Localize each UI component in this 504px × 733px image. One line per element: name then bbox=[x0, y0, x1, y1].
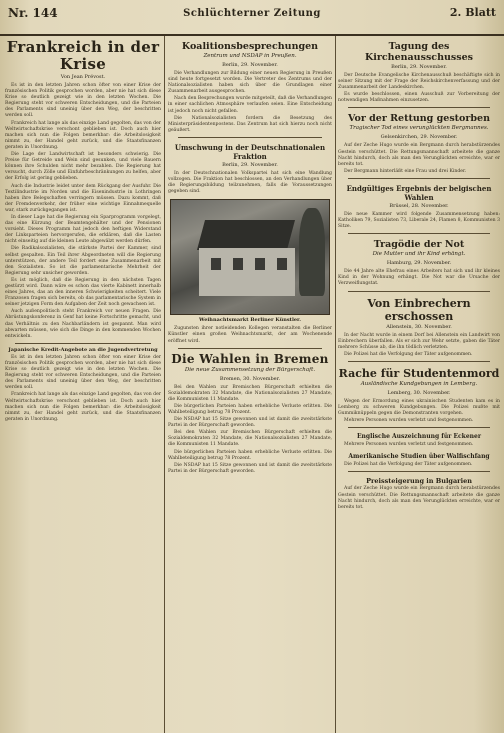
article-dateline: Allenstein, 30. November. bbox=[386, 323, 452, 330]
article-paragraph: In der Nacht wurde in einem Dorf bei Allenstein ein Landwirt von Einbrechern überfallen. Als er sich zur Wehr setzte, gaben die Täter mehrere Schüsse ab, die ihn tödlich verletzten. bbox=[338, 332, 500, 350]
article-paragraph: In dieser Lage hat die Regierung ein Sparprogramm vorgelegt, das eine Kürzung der Beamtengehälter und der Pensionen vorsieht. Dieses Programm hat jedoch den heftigen Widerstand der Linksparteien hervorgerufen, die erklären, daß die Lasten nicht einseitig auf die kleinen Leute abgewälzt werden dürfen. bbox=[5, 214, 161, 245]
article-dateline: Berlin, 29. November. bbox=[222, 62, 278, 68]
divider bbox=[348, 107, 490, 108]
article-paragraph: Die Radikalsozialisten, die stärkste Partei der Kammer, sind selbst gespalten. Ein Teil ihrer Abgeordneten will die Regierung unterstützen, der andere Teil fordert eine Zusammenarbeit mit den Sozialisten. So ist die parlamentarische Mehrheit der Regierung sehr unsicher geworden. bbox=[5, 246, 161, 276]
column-middle bbox=[168, 36, 332, 733]
article-paragraph: Zugunsten ihrer notleidenden Kollegen veranstalten die Berliner Künstler einen großen Weihnachtsmarkt, der am Wochenende eröffnet wird. bbox=[168, 326, 332, 344]
article-paragraph: Auch außenpolitisch steht Frankreich vor neuen Fragen. Die Abrüstungskonferenz in Genf hat keine Fortschritte gemacht, und das Verhältnis zu den Nachbarländern ist gespannt. Man wird abwarten müssen, wie sich die Dinge in den kommenden Wochen entwickeln. bbox=[5, 309, 161, 339]
article-headline: Umschwung in der Deutschnationalen Fraktion bbox=[174, 142, 326, 161]
divider bbox=[348, 178, 490, 179]
article-paragraph: Die Verhandlungen zur Bildung einer neuen Regierung in Preußen sind heute fortgesetzt worden. Die Vertreter des Zentrums und der Nationalsozialisten haben sich über die Grundlagen einer Zusammenarbeit ausgesprochen. bbox=[168, 71, 332, 95]
article-headline: Frankreich in der Krise bbox=[6, 38, 160, 73]
article-paragraph: Die NSDAP hat 15 Sitze gewonnen und ist damit die zweitstärkste Partei in der Bürgerschaft geworden. bbox=[168, 417, 332, 429]
article-paragraph: Die neue Kammer wird folgende Zusammensetzung haben: Katholiken 79, Sozialisten 73, Liberale 24, Flamen 8, Kommunisten 3 Sitze. bbox=[338, 211, 500, 230]
photo-window bbox=[233, 258, 243, 270]
divider bbox=[348, 291, 490, 292]
article-paragraph: In der Deutschnationalen Volkspartei hat sich eine Wandlung vollzogen. Die Fraktion hat beschlossen, an den Verhandlungen über die Regierungsbildung teilzunehmen, falls die Voraussetzungen gegeben sind. bbox=[168, 170, 332, 195]
photo-window bbox=[211, 258, 221, 270]
article-paragraph: Die Lage der Landwirtschaft ist besonders schwierig. Die Preise für Getreide und Wein sind gesunken, und viele Bauern können ihre Schulden nicht mehr bezahlen. Die Regierung hat versucht, durch Zölle und Einfuhrbeschränkungen zu helfen, aber der Erfolg ist gering geblieben. bbox=[5, 152, 161, 182]
issue-number: Nr. 144 bbox=[8, 6, 58, 20]
article-dateline: Hamburg, 29. November. bbox=[386, 260, 452, 267]
article-paragraph: Nach den Besprechungen wurde mitgeteilt, daß die Verhandlungen in einer sachlichen Atmosphäre verlaufen seien. Eine Entscheidung ist jedoch noch nicht gefallen. bbox=[168, 96, 332, 114]
photo-building bbox=[199, 248, 295, 296]
article-dateline: Brüssel, 28. November. bbox=[389, 202, 449, 209]
photo-caption: Weihnachtsmarkt Berliner Künstler. bbox=[199, 317, 301, 324]
divider bbox=[348, 471, 490, 472]
divider bbox=[15, 343, 151, 344]
sheet-number: 2. Blatt bbox=[449, 6, 496, 19]
article-paragraph: Mehrere Personen wurden verletzt und festgenommen. bbox=[344, 442, 474, 448]
divider bbox=[348, 427, 490, 428]
article-headline: Rache für Studentenmord bbox=[338, 366, 500, 380]
paper-title: Schlüchterner Zeitung bbox=[183, 8, 321, 19]
column-right bbox=[338, 36, 500, 733]
article-paragraph: Die Polizei hat die Verfolgung der Täter aufgenommen. bbox=[344, 462, 473, 468]
article-dateline: Gelsenkirchen, 29. November. bbox=[380, 134, 458, 141]
column-left bbox=[5, 36, 161, 733]
article-subheadline: Tragischer Tod eines verunglückten Bergmannes. bbox=[349, 125, 489, 132]
article-paragraph: Mehrere Personen wurden verletzt und festgenommen. bbox=[344, 418, 474, 424]
photo-roof bbox=[197, 220, 295, 250]
article-dateline: Berlin, 29. November. bbox=[222, 161, 278, 168]
article-headline: Koalitionsbesprechungen bbox=[181, 41, 319, 52]
article-headline: Vor der Rettung gestorben bbox=[348, 113, 490, 125]
article-paragraph: Wegen der Ermordung eines ukrainischen Studenten kam es in Lemberg zu schweren Kundgebungen. Die Polizei mußte mit Gummiknüppeln gegen die Demonstranten vorgehen. bbox=[338, 398, 500, 417]
article-paragraph: Es ist in den letzten Jahren schon öfter von einer Krise der französischen Politik gesprochen worden, aber nie hat sich diese Krise so deutlich gezeigt wie in den letzten Wochen. Die Regierung steht vor schweren Entscheidungen, und die Parteien des Parlaments sind uneinig über den Weg, der beschritten werden soll. bbox=[5, 354, 161, 391]
article-paragraph: Auch die Industrie leidet unter dem Rückgang der Ausfuhr. Die Textilindustrie im Norden und die Eisenindustrie in Lothringen haben ihre Belegschaften verringern müssen. Dazu kommt, daß der Fremdenverkehr, der früher eine wichtige Einnahmequelle war, stark zurückgegangen ist. bbox=[5, 183, 161, 213]
article-dateline: Berlin, 29. November. bbox=[391, 64, 447, 70]
article-headline: Japanische Kredit-Angebote an die Jugendvertretung bbox=[8, 346, 158, 353]
photo-window bbox=[277, 258, 287, 270]
article-headline: Amerikanische Studien über Walfischfang bbox=[348, 453, 490, 461]
article-subheadline: Ausländische Kundgebungen in Lemberg. bbox=[360, 380, 478, 387]
article-byline: Von Jean Prévost. bbox=[60, 74, 106, 80]
column-divider bbox=[164, 36, 165, 733]
article-headline: Von Einbrechern erschossen bbox=[367, 296, 471, 323]
article-paragraph: Die Nationalsozialisten fordern die Besetzung des Ministerpräsidentenpostens. Das Zentrum hat sich hierzu noch nicht geäußert. bbox=[168, 115, 332, 133]
article-paragraph: Die bürgerlichen Parteien haben erhebliche Verluste erlitten. Die Wahlbeteiligung betrug 78 Prozent. bbox=[168, 449, 332, 461]
article-headline: Preissteigerung in Bulgarien bbox=[366, 477, 472, 486]
news-photo bbox=[170, 199, 330, 315]
article-paragraph: Auf der Zeche Hugo wurde ein Bergmann durch herabstürzendes Gestein verschüttet. Die Rettungsmannschaft arbeitete die ganze Nacht hindurch, doch als man den Verunglückten erreichte, war er bereits tot. bbox=[338, 486, 500, 510]
article-paragraph: Der Bergmann hinterläßt eine Frau und drei Kinder. bbox=[344, 168, 467, 174]
article-paragraph: Die NSDAP hat 15 Sitze gewonnen und ist damit die zweitstärkste Partei in der Bürgerschaft geworden. bbox=[168, 462, 332, 474]
article-paragraph: Auf der Zeche Hugo wurde ein Bergmann durch herabstürzendes Gestein verschüttet. Die Rettungsmannschaft arbeitete die ganze Nacht hindurch, doch als man den Verunglückten erreichte, war er bereits tot. bbox=[338, 143, 500, 167]
photo-window bbox=[255, 258, 265, 270]
divider bbox=[348, 361, 490, 362]
column-divider bbox=[335, 36, 336, 733]
article-headline: Endgültiges Ergebnis der belgischen Wahlen bbox=[346, 183, 492, 202]
article-paragraph: Es ist in den letzten Jahren schon öfter von einer Krise der französischen Politik gesprochen worden, aber nie hat sich diese Krise so deutlich gezeigt wie in den letzten Wochen. Die Regierung steht vor schweren Entscheidungen, und die Parteien des Parlaments sind uneinig über den Weg, der beschritten werden soll. bbox=[5, 83, 161, 119]
divider bbox=[348, 233, 490, 234]
divider bbox=[178, 348, 322, 349]
article-headline: Tragödie der Not bbox=[373, 239, 465, 251]
article-paragraph: Bei den Wahlen zur Bremischen Bürgerschaft erhielten die Sozialdemokraten 32 Mandate, die Nationalsozialisten 27 Mandate, die Kommunisten 11 Mandate. bbox=[168, 430, 332, 448]
masthead bbox=[0, 0, 504, 36]
article-paragraph: Frankreich hat lange als das einzige Land gegolten, das von der Weltwirtschaftskrise verschont geblieben ist. Doch auch hier machen sich nun die Folgen bemerkbar: die Arbeitslosigkeit nimmt zu, der Handel geht zurück, und die Staatsfinanzen geraten in Unordnung. bbox=[5, 392, 161, 422]
photo-tree bbox=[299, 208, 325, 296]
article-headline: Tagung des Kirchenausschusses bbox=[365, 41, 473, 63]
article-dateline: Lemberg, 30. November. bbox=[387, 389, 451, 396]
article-headline: Die Wahlen in Bremen bbox=[171, 351, 329, 366]
divider bbox=[178, 137, 322, 138]
article-paragraph: Frankreich hat lange als das einzige Land gegolten, das von der Weltwirtschaftskrise verschont geblieben ist. Doch auch hier machen sich nun die Folgen bemerkbar: die Arbeitslosigkeit nimmt zu, der Handel geht zurück, und die Staatsfinanzen geraten in Unordnung. bbox=[5, 120, 161, 150]
article-subheadline: Die Mutter und ihr Kind erhängt. bbox=[372, 251, 466, 258]
article-paragraph: Die bürgerlichen Parteien haben erhebliche Verluste erlitten. Die Wahlbeteiligung betrug 78 Prozent. bbox=[168, 403, 332, 415]
article-paragraph: Der Deutsche Evangelische Kirchenausschuß beschäftigte sich in seiner Sitzung mit der Frage der Reichskirchenverfassung und der Zusammenarbeit der Landeskirchen. bbox=[338, 73, 500, 91]
article-headline: Englische Auszeichnung für Eckener bbox=[356, 433, 481, 441]
article-paragraph: Es wurde beschlossen, einen Ausschuß zur Vorbereitung der notwendigen Maßnahmen einzusetzen. bbox=[338, 92, 500, 104]
article-paragraph: Die Polizei hat die Verfolgung der Täter aufgenommen. bbox=[344, 351, 473, 357]
article-paragraph: Die 44 Jahre alte Ehefrau eines Arbeiters hat sich und ihr kleines Kind in der Wohnung erhängt. Die Not war die Ursache der Verzweiflungstat. bbox=[338, 269, 500, 287]
article-paragraph: Es ist möglich, daß die Regierung in den nächsten Tagen gestürzt wird. Dann wäre es schon das vierte Kabinett innerhalb eines Jahres, das an den inneren Schwierigkeiten scheitert. Viele Franzosen fragen sich bereits, ob das parlamentarische System in seiner jetzigen Form den Aufgaben der Zeit noch gewachsen ist. bbox=[5, 277, 161, 308]
article-dateline: Bremen, 30. November. bbox=[219, 375, 281, 382]
article-subheadline: Zentrum und NSDAP in Preußen. bbox=[203, 53, 297, 59]
article-subheadline: Die neue Zusammensetzung der Bürgerschaft. bbox=[184, 366, 316, 373]
article-paragraph: Bei den Wahlen zur Bremischen Bürgerschaft erhielten die Sozialdemokraten 32 Mandate, die Nationalsozialisten 27 Mandate, die Kommunisten 11 Mandate. bbox=[168, 384, 332, 402]
